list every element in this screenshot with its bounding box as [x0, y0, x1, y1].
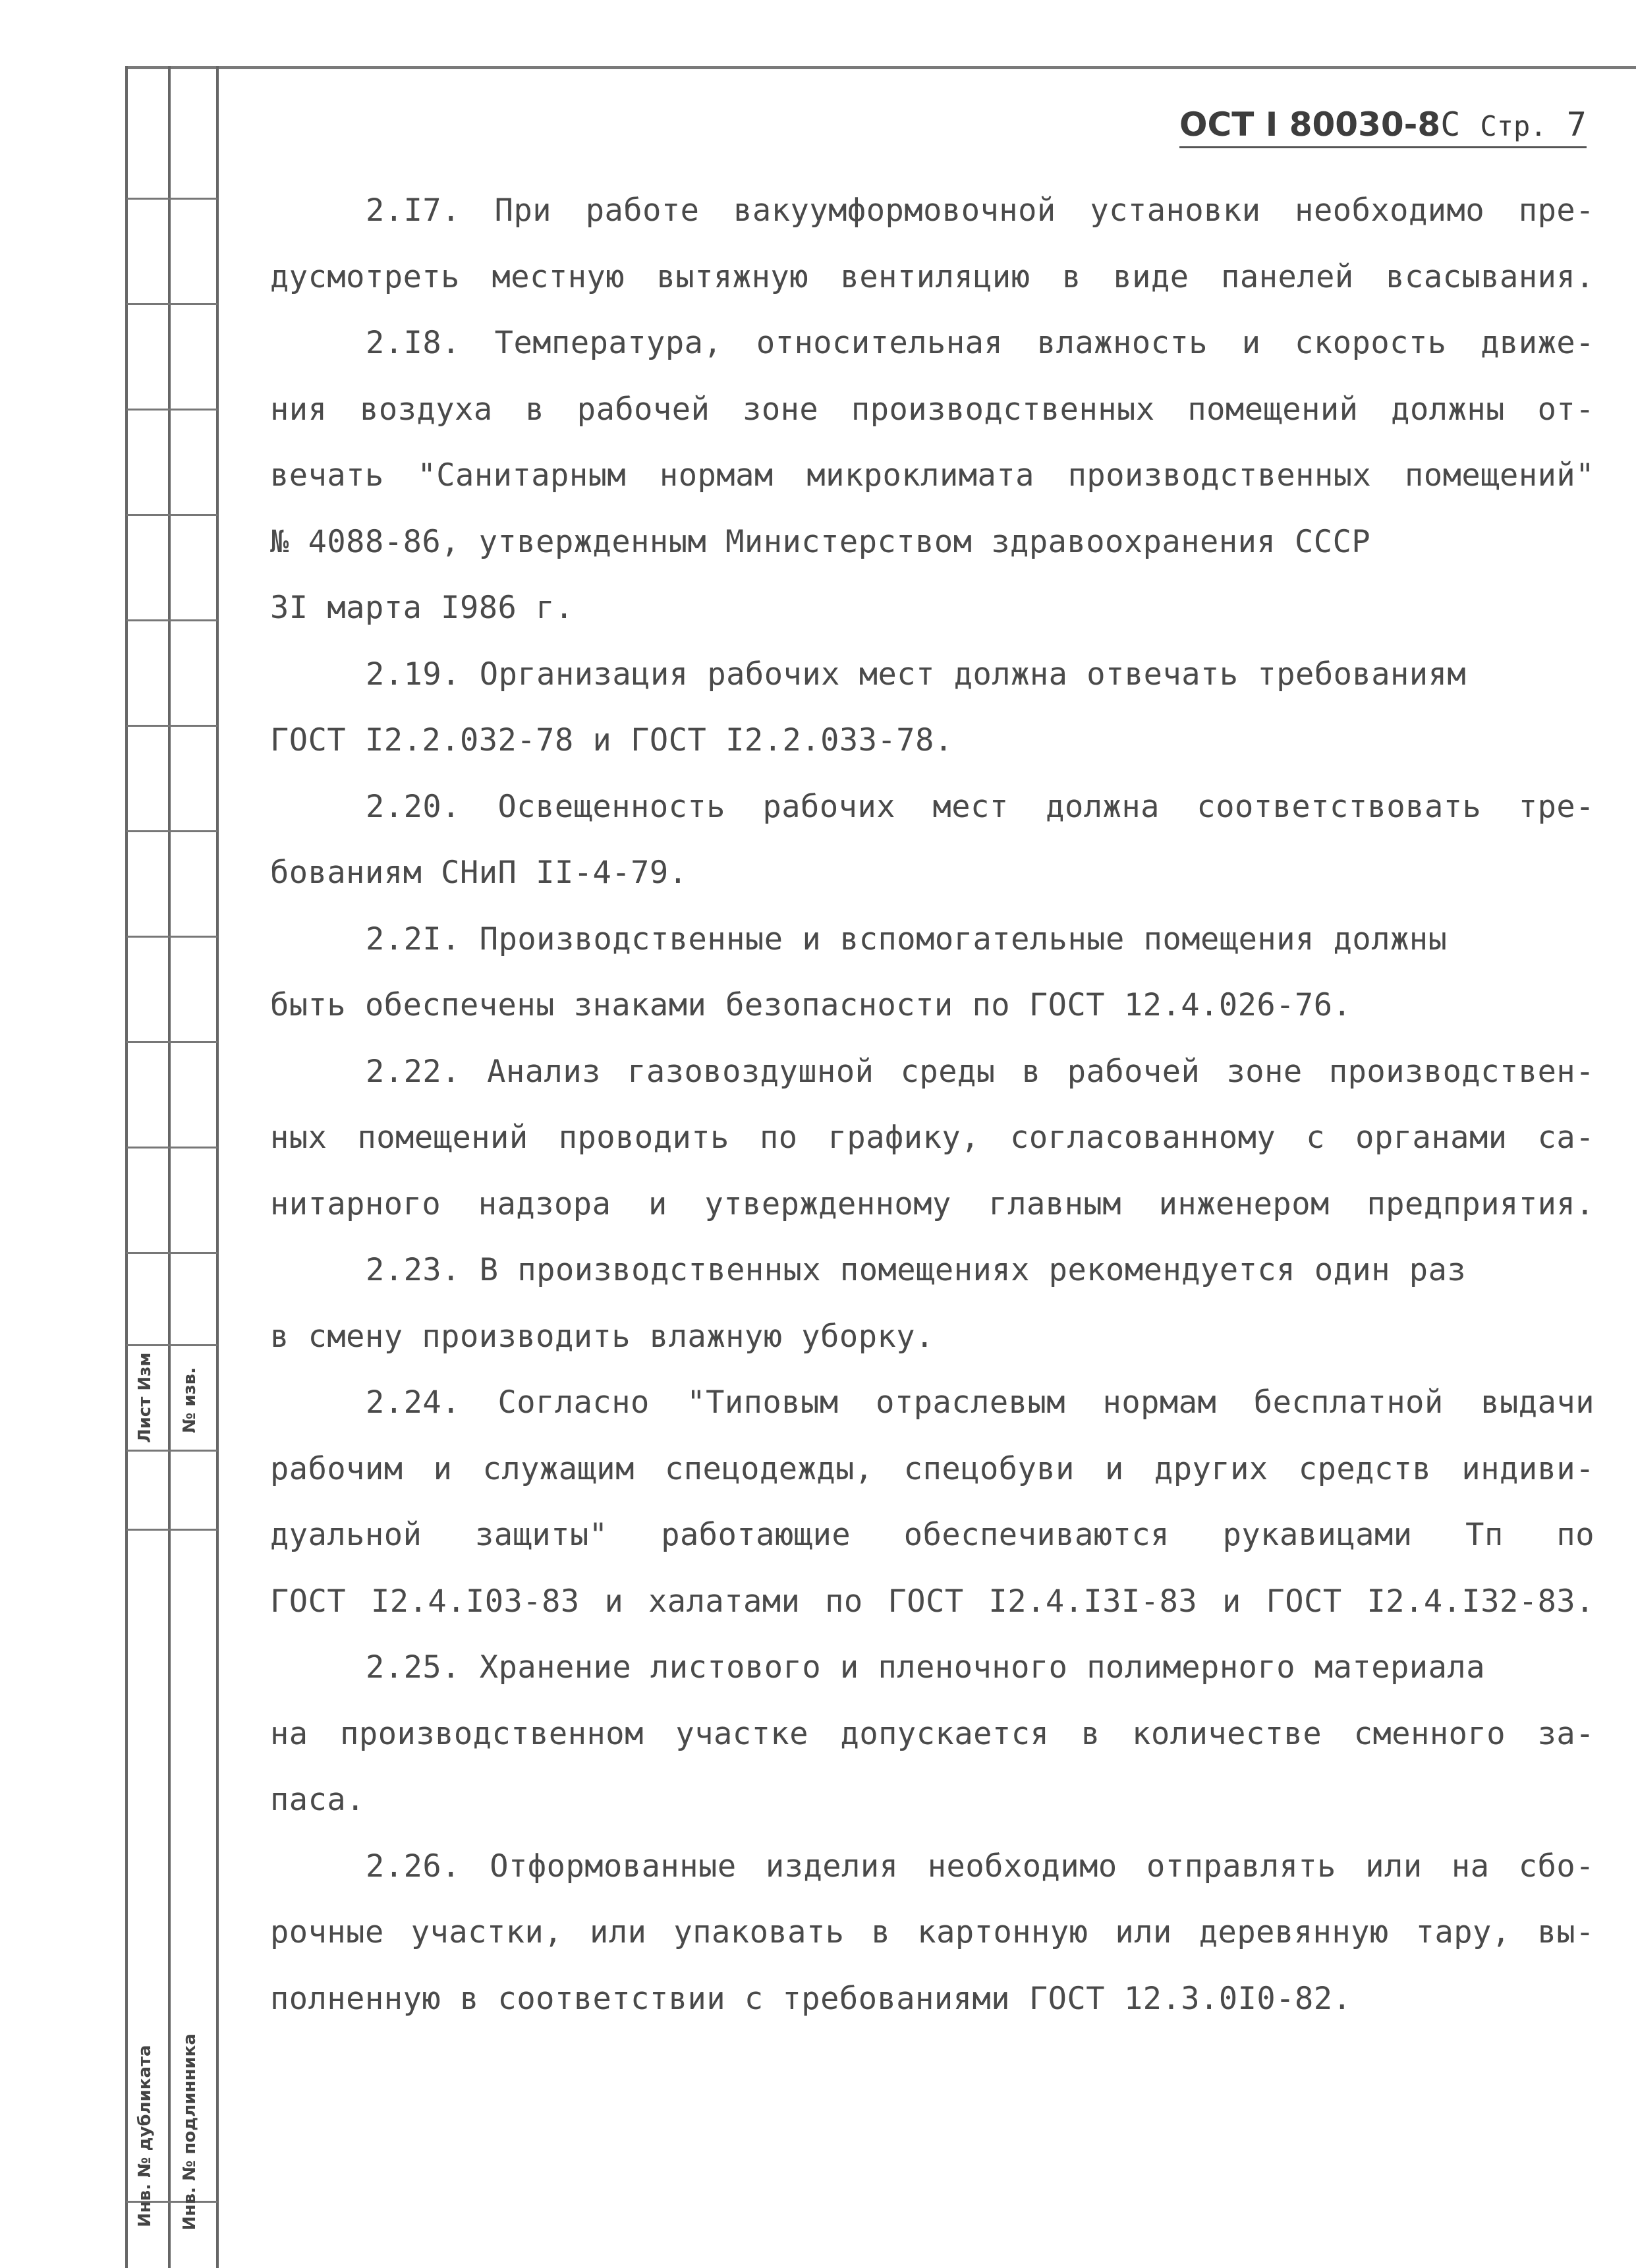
text-line: ГОСТ I2.4.I03-83 и халатами по ГОСТ I2.4.I3I-83 и ГОСТ I2.4.I32-83.	[270, 1583, 1594, 1620]
body-text	[270, 178, 1594, 2032]
text-line: 2.I8. Температура, относительная влажность и скорость движе-	[366, 325, 1594, 361]
stamp-row-line	[127, 619, 217, 621]
text-line: ных помещений проводить по графику, согласованному с органами са-	[270, 1120, 1594, 1156]
stamp-row-line	[127, 1041, 217, 1043]
text-line: 2.2I. Производственные и вспомогательные помещения должны	[366, 921, 1448, 957]
text-line: 2.19. Организация рабочих мест должна отвечать требованиям	[366, 656, 1467, 693]
doc-code: ОСТ I 80030-8	[1179, 105, 1441, 144]
stamp-row-line	[127, 1147, 217, 1148]
stamp-border-right	[216, 66, 219, 2268]
text-line: № 4088-86, утвержденным Министерством здравоохранения СССР	[270, 523, 1371, 560]
page-label: Стр.	[1480, 110, 1547, 142]
stamp-row-line	[127, 1252, 217, 1254]
stamp-row-line	[127, 1450, 217, 1452]
stamp-row-line	[127, 514, 217, 516]
text-line: 2.26. Отформованные изделия необходимо отправлять или на сбо-	[366, 1848, 1594, 1885]
text-line: 2.23. В производственных помещениях рекомендуется один раз	[366, 1252, 1467, 1288]
doc-code-tail: С	[1440, 105, 1461, 144]
stamp-change-sheet-label: Лист Изм	[135, 1352, 155, 1443]
text-line: дуальной защиты" работающие обеспечиваются рукавицами Тп по	[270, 1517, 1594, 1553]
stamp-row-line	[127, 1529, 217, 1531]
text-line: полненную в соответствии с требованиями ГОСТ 12.3.0I0-82.	[270, 1980, 1352, 2017]
stamp-row-line	[127, 936, 217, 938]
text-line: бованиям СНиП II-4-79.	[270, 855, 688, 891]
text-line: вечать "Санитарным нормам микроклимата производственных помещений"	[270, 457, 1594, 494]
text-line: в смену производить влажную уборку.	[270, 1318, 934, 1355]
text-line: 2.20. Освещенность рабочих мест должна соответствовать тре-	[366, 788, 1594, 825]
text-line: быть обеспечены знаками безопасности по ГОСТ 12.4.026-76.	[270, 987, 1352, 1023]
stamp-row-line	[127, 198, 217, 200]
text-line: рочные участки, или упаковать в картонную или деревянную тару, вы-	[270, 1914, 1594, 1950]
text-line: 3I марта I986 г.	[270, 590, 574, 626]
stamp-dup-inv-label: Инв. № дубликата	[135, 2045, 155, 2227]
stamp-border-left	[125, 66, 128, 2268]
stamp-border-middle	[168, 66, 171, 2268]
stamp-row-line	[127, 725, 217, 727]
stamp-row-line	[127, 830, 217, 832]
text-line: 2.24. Согласно "Типовым отраслевым нормам бесплатной выдачи	[366, 1384, 1594, 1421]
text-line: паса.	[270, 1782, 365, 1818]
text-line: 2.22. Анализ газовоздушной среды в рабочей зоне производствен-	[366, 1053, 1594, 1090]
stamp-row-line	[127, 409, 217, 411]
top-rule	[125, 66, 1636, 69]
text-line: ГОСТ I2.2.032-78 и ГОСТ I2.2.033-78.	[270, 722, 953, 758]
stamp-row-line	[127, 1344, 217, 1346]
stamp-doc-no-label: № изв.	[180, 1367, 200, 1433]
page-header	[1179, 105, 1587, 148]
stamp-orig-inv-label: Инв. № подлинника	[180, 2033, 200, 2230]
text-line: 2.25. Хранение листового и пленочного полимерного материала	[366, 1649, 1485, 1686]
text-line: дусмотреть местную вытяжную вентиляцию в виде панелей всасывания.	[270, 258, 1594, 295]
stamp-row-line	[127, 303, 217, 305]
text-line: рабочим и служащим спецодежды, спецобуви и других средств индиви-	[270, 1450, 1594, 1487]
text-line: на производственном участке допускается в количестве сменного за-	[270, 1715, 1594, 1752]
text-line: ния воздуха в рабочей зоне производственных помещений должны от-	[270, 391, 1594, 428]
text-line: 2.I7. При работе вакуумформовочной установки необходимо пре-	[366, 192, 1594, 229]
page-number: 7	[1566, 105, 1587, 144]
text-line: нитарного надзора и утвержденному главным инженером предприятия.	[270, 1185, 1594, 1222]
